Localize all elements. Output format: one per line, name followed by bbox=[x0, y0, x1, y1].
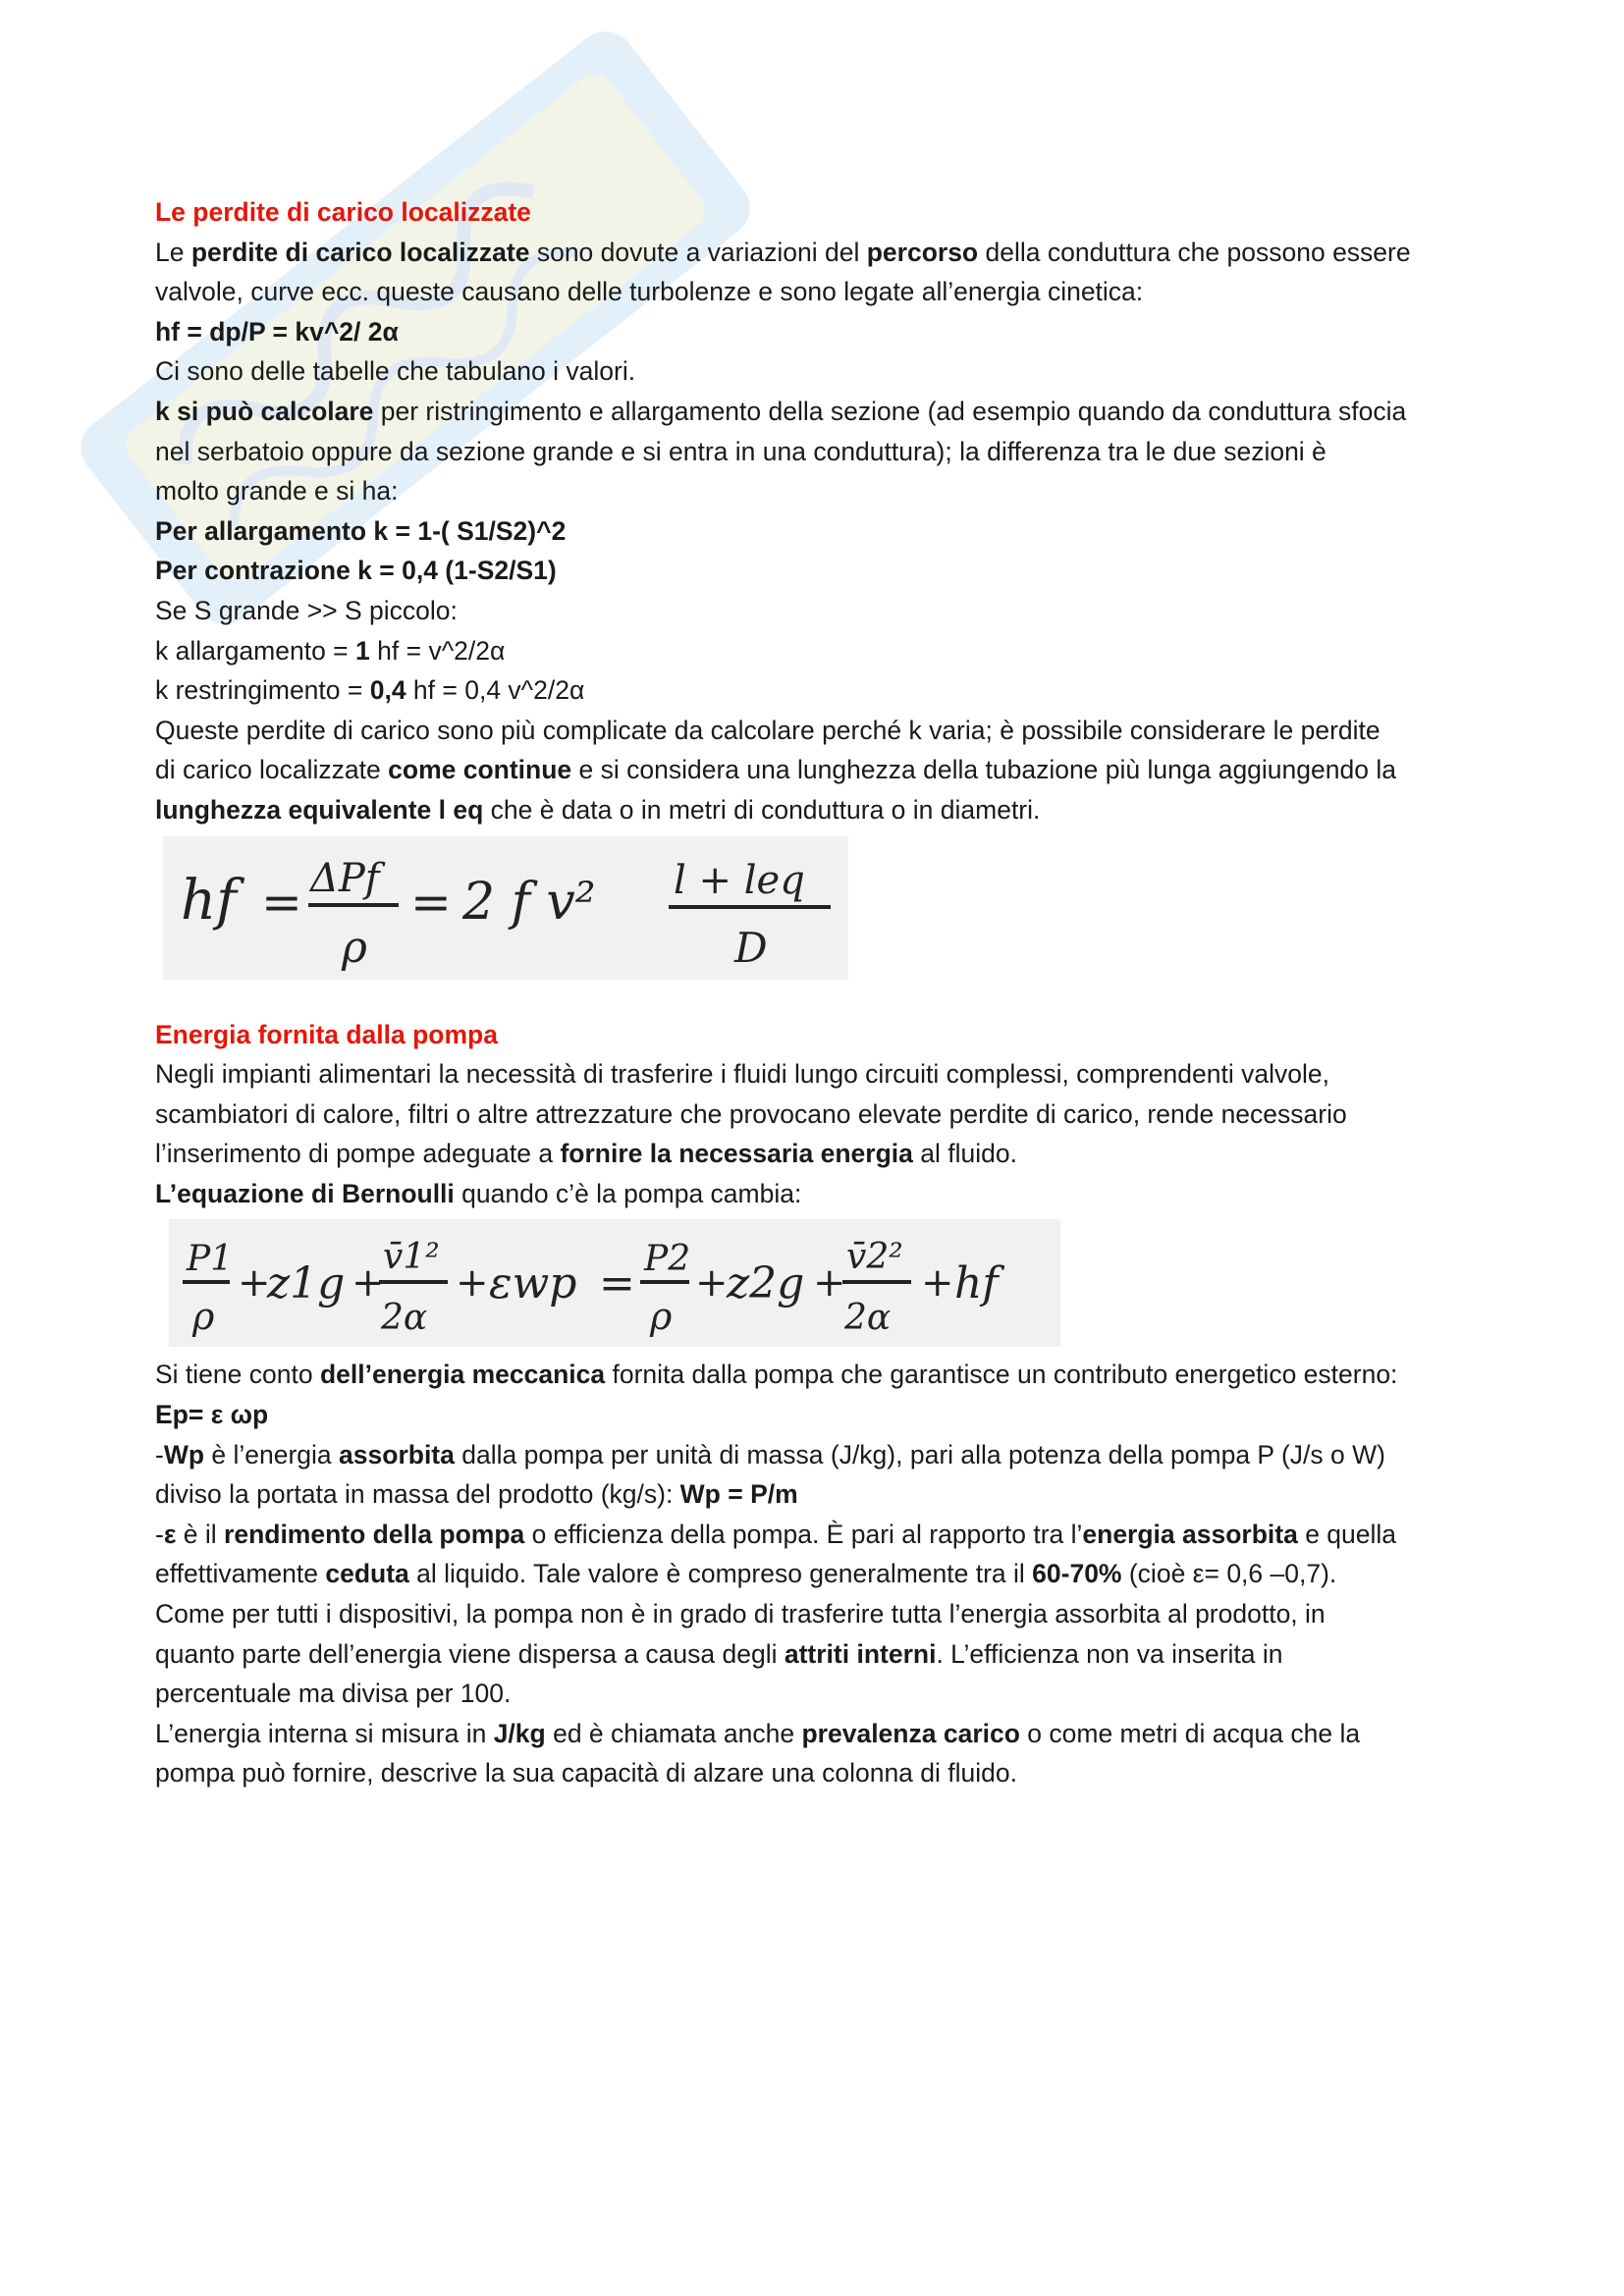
hw-2alpha1: 2α bbox=[381, 1298, 428, 1339]
hw-hf2: hf bbox=[954, 1258, 999, 1309]
svg-text:+: + bbox=[238, 1260, 271, 1307]
hw-frac2-num: l + leq bbox=[674, 857, 805, 903]
paragraph: Le perdite di carico localizzate sono dovute a variazioni del percorso della conduttura che possono essere bbox=[155, 237, 1411, 267]
svg-text:+: + bbox=[352, 1260, 385, 1307]
hw-mid: 2 f v² bbox=[462, 872, 596, 932]
paragraph: k restringimento = 0,4 hf = 0,4 v^2/2α bbox=[155, 675, 585, 706]
document-body bbox=[155, 192, 1490, 1793]
paragraph: -ε è il rendimento della pompa o efficienza della pompa. È pari al rapporto tra l’energia assorbita e quella bbox=[155, 1519, 1397, 1549]
handwritten-formula-bernoulli bbox=[169, 1219, 1060, 1347]
formula-ep: Ep= ε ωp bbox=[155, 1400, 269, 1430]
svg-text:+: + bbox=[921, 1260, 954, 1307]
hw-ewp: εwp bbox=[489, 1258, 577, 1309]
hw-frac1-den: ρ bbox=[342, 922, 367, 973]
svg-text:+: + bbox=[813, 1260, 846, 1307]
hw-2alpha2: 2α bbox=[844, 1298, 892, 1339]
paragraph: lunghezza equivalente l eq che è data o in metri di conduttura o in diametri. bbox=[155, 794, 1041, 825]
paragraph: di carico localizzate come continue e si considera una lunghezza della tubazione più lunga aggiungendo la bbox=[155, 755, 1396, 785]
paragraph: diviso la portata in massa del prodotto (kg/s): Wp = P/m bbox=[155, 1479, 798, 1510]
svg-text:+: + bbox=[695, 1260, 729, 1307]
hw-z1g: z1g bbox=[267, 1258, 346, 1309]
hw-p1: P1 bbox=[187, 1239, 234, 1280]
formula-contrazione: Per contrazione k = 0,4 (1-S2/S1) bbox=[155, 556, 557, 586]
paragraph: valvole, curve ecc. queste causano delle turbolenze e sono legate all’energia cinetica: bbox=[155, 277, 1144, 307]
formula-hf: hf = dp/P = kv^2/ 2α bbox=[155, 316, 399, 347]
hw-hf: hf bbox=[181, 868, 237, 933]
paragraph: percentuale ma divisa per 100. bbox=[155, 1679, 512, 1709]
svg-text:=: = bbox=[410, 873, 452, 931]
hw-frac2-den: D bbox=[734, 923, 768, 972]
paragraph: L’energia interna si misura in J/kg ed è chiamata anche prevalenza carico o come metri di acqua che la bbox=[155, 1718, 1361, 1748]
paragraph: Negli impianti alimentari la necessità di trasferire i fluidi lungo circuiti complessi, comprendenti valvole, bbox=[155, 1059, 1329, 1090]
paragraph: Se S grande >> S piccolo: bbox=[155, 595, 458, 625]
hw-rho2: ρ bbox=[650, 1295, 673, 1339]
paragraph: Come per tutti i dispositivi, la pompa non è in grado di trasferire tutta l’energia assorbita al prodotto, in bbox=[155, 1599, 1326, 1629]
section-heading-perdite: Le perdite di carico localizzate bbox=[155, 197, 531, 227]
handwritten-formula-hf bbox=[163, 836, 848, 980]
paragraph: l’inserimento di pompe adeguate a fornire la necessaria energia al fluido. bbox=[155, 1139, 1017, 1169]
paragraph: Ci sono delle tabelle che tabulano i valori. bbox=[155, 356, 636, 387]
paragraph: -Wp è l’energia assorbita dalla pompa per unità di massa (J/kg), pari alla potenza della pompa P (J/s o W) bbox=[155, 1439, 1385, 1469]
hw-p2: P2 bbox=[644, 1239, 691, 1280]
hw-rho1: ρ bbox=[192, 1295, 215, 1339]
formula-allargamento: Per allargamento k = 1-( S1/S2)^2 bbox=[155, 515, 567, 546]
hw-v2: v̄2² bbox=[846, 1237, 903, 1278]
hw-v1: v̄1² bbox=[383, 1237, 440, 1278]
paragraph: k si può calcolare per ristringimento e allargamento della sezione (ad esempio quando da conduttura sfocia bbox=[155, 396, 1407, 426]
paragraph: pompa può fornire, descrive la sua capacità di alzare una colonna di fluido. bbox=[155, 1758, 1017, 1789]
paragraph: scambiatori di calore, filtri o altre attrezzature che provocano elevate perdite di carico, rende necessario bbox=[155, 1098, 1347, 1129]
svg-text:+: + bbox=[456, 1260, 489, 1307]
paragraph: Si tiene conto dell’energia meccanica fornita dalla pompa che garantisce un contributo energetico esterno: bbox=[155, 1360, 1398, 1390]
paragraph: L’equazione di Bernoulli quando c’è la pompa cambia: bbox=[155, 1178, 802, 1208]
hw-frac1-num: ΔPf bbox=[310, 855, 380, 901]
svg-text:=: = bbox=[261, 873, 302, 931]
svg-text:=: = bbox=[599, 1258, 635, 1309]
section-heading-energia: Energia fornita dalla pompa bbox=[155, 1019, 498, 1049]
paragraph: Queste perdite di carico sono più complicate da calcolare perché k varia; è possibile considerare le perdite bbox=[155, 715, 1380, 745]
paragraph: nel serbatoio oppure da sezione grande e si entra in una conduttura); la differenza tra le due sezioni è bbox=[155, 436, 1326, 466]
paragraph: effettivamente ceduta al liquido. Tale valore è compreso generalmente tra il 60-70% (cioè ε= 0,6 –0,7). bbox=[155, 1559, 1337, 1589]
paragraph: k allargamento = 1 hf = v^2/2α bbox=[155, 635, 506, 666]
paragraph: molto grande e si ha: bbox=[155, 476, 399, 507]
paragraph: quanto parte dell’energia viene dispersa a causa degli attriti interni. L’efficienza non va inserita in bbox=[155, 1638, 1283, 1669]
hw-z2g: z2g bbox=[727, 1258, 805, 1309]
